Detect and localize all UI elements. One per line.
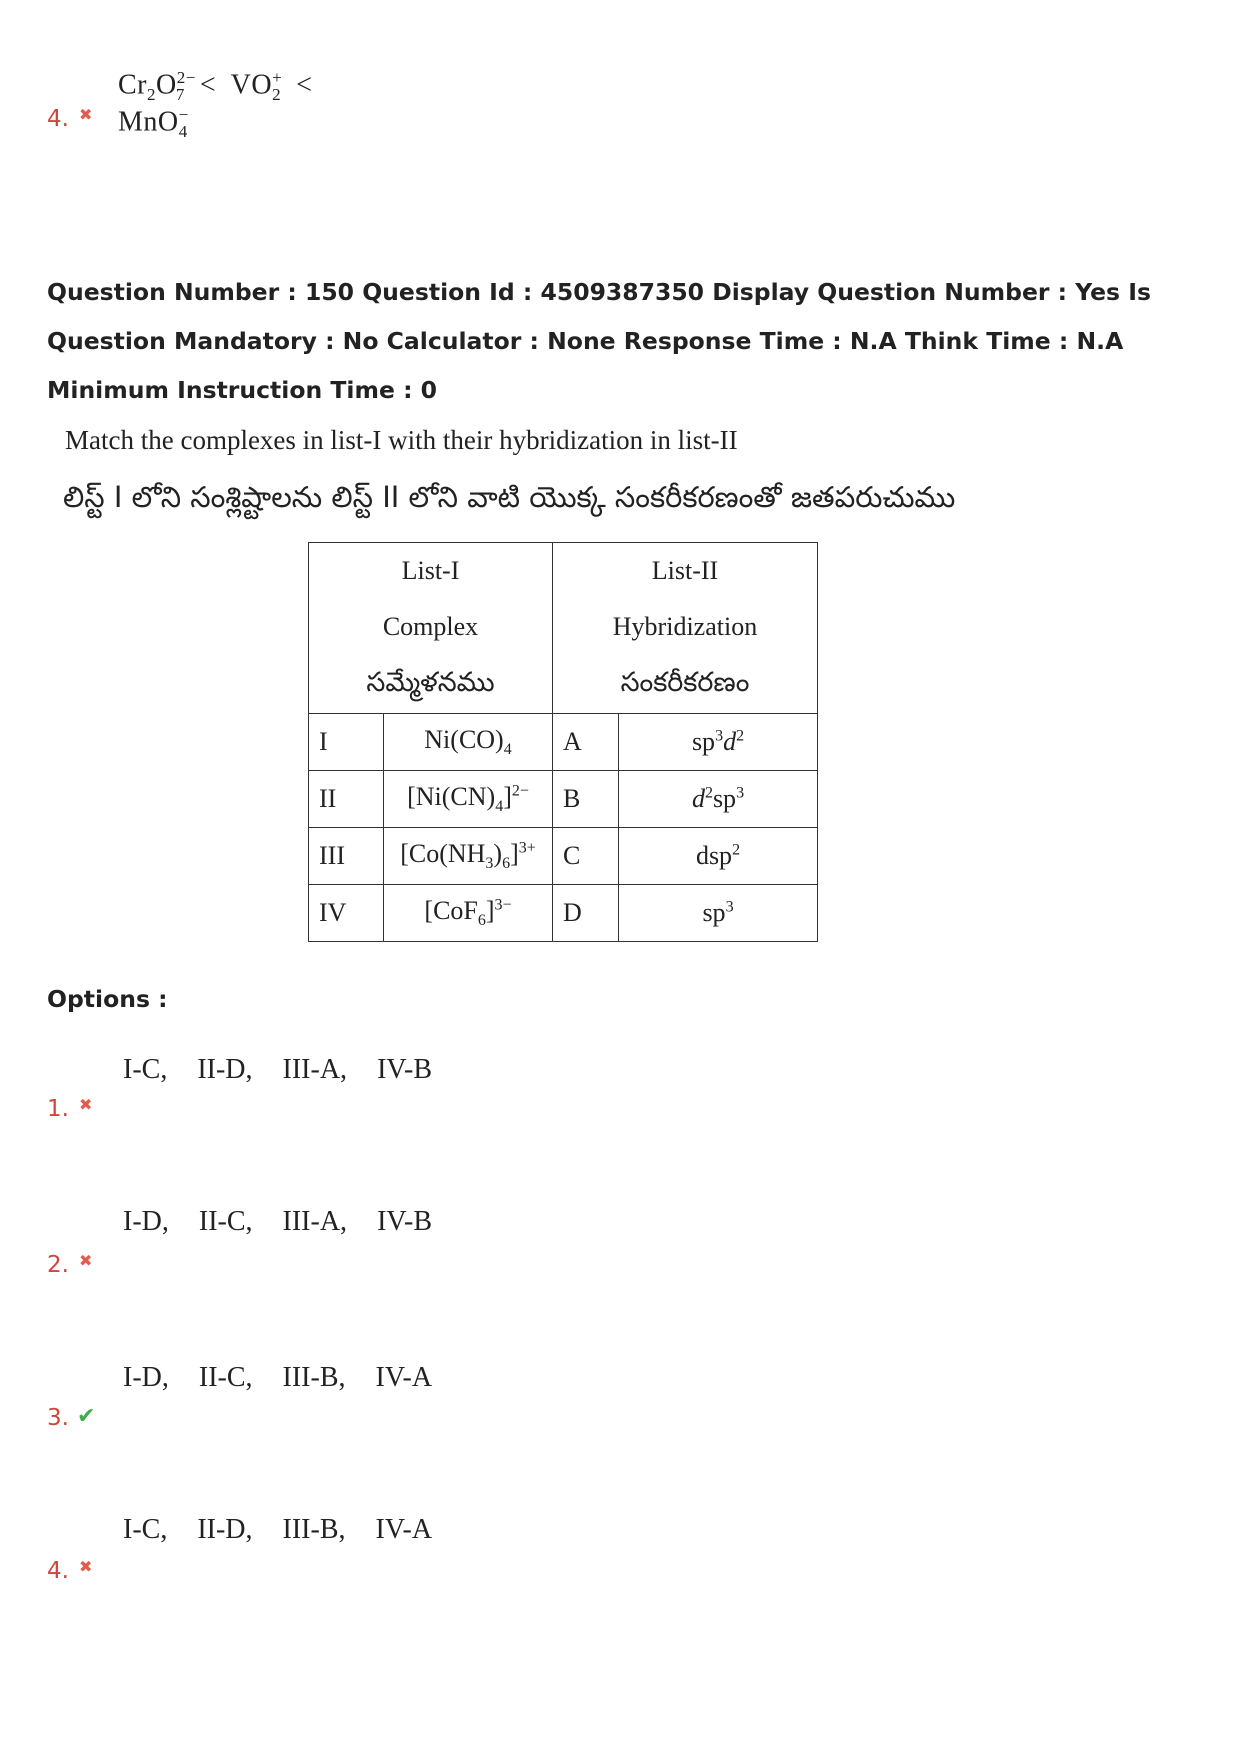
list2-telugu: సంకరీకరణం: [620, 667, 750, 698]
options-label: Options :: [47, 985, 168, 1013]
check-icon: ✔: [76, 1404, 96, 1429]
list2-header: List-II: [651, 556, 719, 585]
list2-sub: Hybridization: [612, 612, 758, 641]
hybrid-cell: $sp^3$: [619, 885, 818, 942]
cross-icon: ✖: [78, 1557, 93, 1576]
row-num: II: [309, 771, 384, 828]
hybrid-cell: dsp$^2$: [619, 828, 818, 885]
complex-cell: $[Ni(CN)_4]^{2-}$: [384, 771, 553, 828]
table-row: [309, 828, 818, 885]
list1-header-cell: [309, 543, 553, 714]
list1-sub: Complex: [382, 612, 479, 641]
option-4-text[interactable]: I-C, II-D, III-B, IV-A: [123, 1514, 433, 1545]
option-3-text[interactable]: I-D, II-C, III-B, IV-A: [123, 1362, 433, 1393]
option-1-text[interactable]: I-C, II-D, III-A, IV-B: [123, 1054, 433, 1085]
table-row: [309, 714, 818, 771]
row-letter: D: [553, 885, 619, 942]
row-letter: C: [553, 828, 619, 885]
list1-telugu: సమ్మేళనము: [366, 667, 495, 698]
question-meta: Question Number : 150 Question Id : 4509387350 Display Question Number : Yes Is Question Mandatory : No Calculator : None Response Time : N.A Think Time : N.A Minimum Instruction Time : 0: [47, 278, 1151, 404]
complex-cell: $[Co(NH_3)_6]^{3+}$: [384, 828, 553, 885]
hybrid-cell: $sp^3d^2$: [619, 714, 818, 771]
cross-icon: ✖: [78, 105, 93, 124]
question-telugu: లిస్ట్ I లోని సంశ్లిష్టాలను లిస్ట్ II లోని వాటి యొక్క సంకరీకరణంతో జతపరుచుము: [63, 480, 956, 514]
cross-icon: ✖: [78, 1251, 93, 1270]
question-english: Match the complexes in list-I with their hybridization in list-II: [65, 425, 738, 455]
table-row: [309, 771, 818, 828]
complex-cell: $Ni(CO)_4$: [384, 714, 553, 771]
list2-header-cell: [553, 543, 818, 714]
cross-icon: ✖: [78, 1095, 93, 1114]
row-letter: A: [553, 714, 619, 771]
prev-option-number: 4. ✖: [47, 105, 93, 132]
prev-option-formula: $Cr_2O^{2-}_7 < VO^+_2 < MnO^-_4$: [118, 68, 313, 141]
list1-header: List-I: [401, 556, 460, 585]
complex-cell: $[CoF_6]^{3-}$: [384, 885, 553, 942]
match-table: [308, 542, 818, 942]
option-2-number: 2. ✖: [47, 1251, 93, 1278]
hybrid-cell: $d^2sp^3$: [619, 771, 818, 828]
table-row: [309, 885, 818, 942]
option-4-number: 4. ✖: [47, 1557, 93, 1584]
row-num: IV: [309, 885, 384, 942]
option-1-number: 1. ✖: [47, 1095, 93, 1122]
row-num: III: [309, 828, 384, 885]
option-3-number: 3. ✔: [47, 1404, 96, 1431]
row-letter: B: [553, 771, 619, 828]
row-num: I: [309, 714, 384, 771]
option-2-text[interactable]: I-D, II-C, III-A, IV-B: [123, 1206, 433, 1237]
